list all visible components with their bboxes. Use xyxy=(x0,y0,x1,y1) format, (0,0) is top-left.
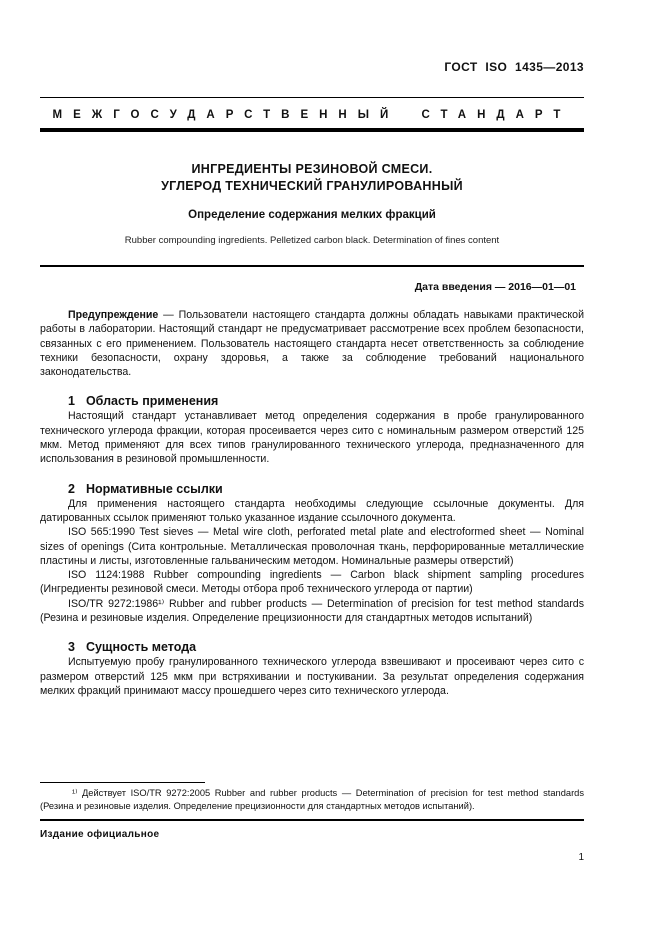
section-3-heading xyxy=(68,639,584,655)
section-1-title: Область применения xyxy=(85,394,219,409)
document-subtitle-en: Rubber compounding ingredients. Pelletized carbon black. Determination of fines content xyxy=(124,235,500,246)
standard-designation: ГОСТ ISO 1435—2013 xyxy=(444,60,584,74)
page-number: 1 xyxy=(578,852,584,863)
header-rule-top xyxy=(40,97,584,98)
section-2-title: Нормативные ссылки xyxy=(85,481,223,496)
header-rule-bottom xyxy=(40,128,584,132)
section-3-title: Сущность метода xyxy=(85,640,197,655)
warning-text: — Пользователи настоящего стандарта должны обладать навыками практической работы в лаборатории. Настоящий стандарт не предусматривает рассмотрение всех проблем безопасности, связанных с его применением. Пользователь настоящего стандарта несет ответственность за соблюдение техники безопасности, охрану здоровья, а также за соблюдение требований национального законодательства. xyxy=(40,309,584,379)
standard-type-label: МЕЖГОСУДАРСТВЕННЫЙ СТАНДАРТ xyxy=(52,109,572,121)
warning-paragraph xyxy=(40,308,584,379)
reference-iso-tr-9272: ISO/TR 9272:1986¹⁾ Rubber and rubber products — Determination of precision for test method standards (Резина и резиновые изделия. Определение прецизионности для стандартных методов испытаний) xyxy=(40,597,584,625)
document-title-line2: УГЛЕРОД ТЕХНИЧЕСКИЙ ГРАНУЛИРОВАННЫЙ xyxy=(161,179,463,193)
warning-lead-word: Предупреждение xyxy=(68,309,159,321)
document-title xyxy=(40,161,584,195)
document-subtitle-ru: Определение содержания мелких фракций xyxy=(188,209,436,221)
title-separator-rule xyxy=(40,265,584,267)
section-2-heading xyxy=(68,481,584,497)
footnote-separator-rule xyxy=(40,782,205,783)
section-3-paragraph: Испытуемую пробу гранулированного технического углерода взвешивают и просеивают через сито с размером отверстий 125 мкм при встряхивании и постукивании. За результат определения содержания мелких фракций принимают массу прошедшего через сито технического углерода. xyxy=(40,656,584,697)
section-2-intro-paragraph: Для применения настоящего стандарта необходимы следующие ссылочные документы. Для датированных ссылок применяют только указанное издание ссылочного документа. xyxy=(40,497,584,524)
title-block xyxy=(40,161,584,247)
section-1-heading xyxy=(68,393,584,409)
reference-iso-1124: ISO 1124:1988 Rubber compounding ingredients — Carbon black shipment sampling procedures (Ингредиенты резиновой смеси. Методы отбора проб технического углерода от партии) xyxy=(40,569,584,596)
section-1-number: 1 xyxy=(68,394,75,409)
effective-date: Дата введения — 2016—01—01 xyxy=(414,281,576,293)
footnote-text: ¹⁾ Действует ISO/TR 9272:2005 Rubber and rubber products — Determination of precision for test method standards (Резина и резиновые изделия. Определение прецизионности для стандартных методов испытаний). xyxy=(40,788,584,811)
edition-note: Издание официальное xyxy=(40,829,160,840)
page-footer xyxy=(40,782,584,864)
section-2-number: 2 xyxy=(68,481,75,496)
section-3-number: 3 xyxy=(68,640,75,655)
footer-rule xyxy=(40,819,584,821)
document-title-line1: ИНГРЕДИЕНТЫ РЕЗИНОВОЙ СМЕСИ. xyxy=(191,162,433,176)
page-content xyxy=(40,0,584,698)
section-1-paragraph: Настоящий стандарт устанавливает метод определения содержания в пробе гранулированного технического углерода фракции, которая просеивается через сито с номинальным размером отверстий 125 мкм. Метод применяют для всех типов гранулированного технического углерода, предназначенного для использования в резиновой промышленности. xyxy=(40,410,584,466)
reference-iso-565: ISO 565:1990 Test sieves — Metal wire cloth, perforated metal plate and electroformed sheet — Nominal sizes of openings (Сита контрольные. Металлическая проволочная ткань, перфорированные металлические пластины и листы, изготовленные гальваническим методом. Номинальные размеры отверстий) xyxy=(40,526,584,567)
